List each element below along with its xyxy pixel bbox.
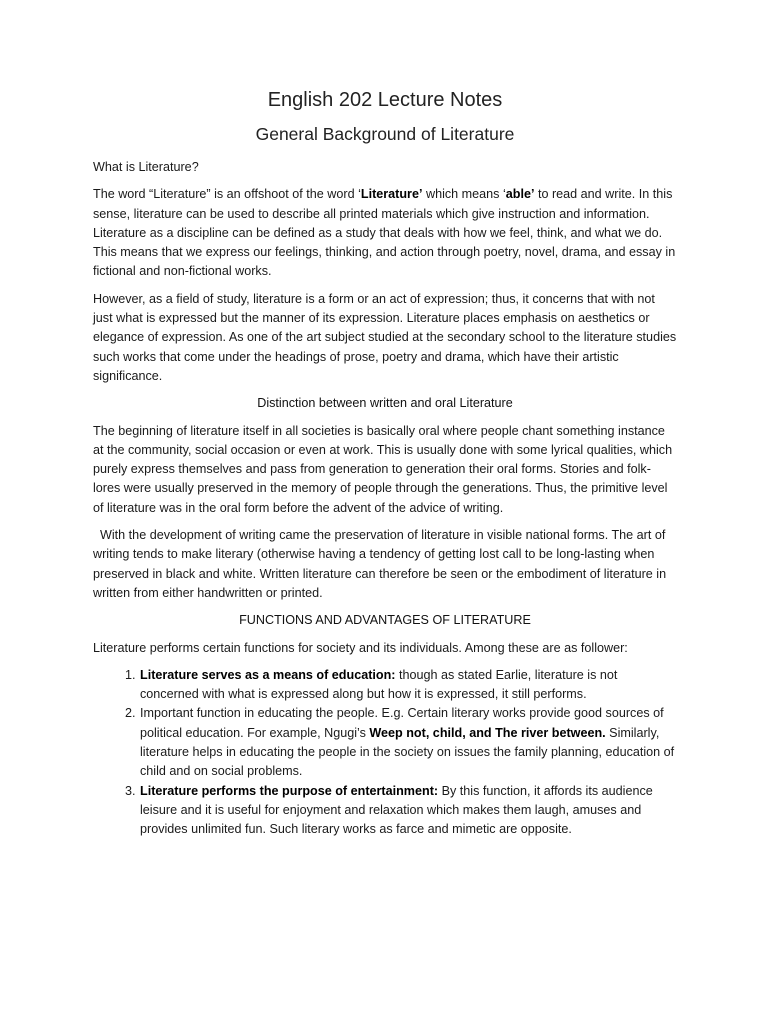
list-item: [139, 666, 677, 705]
p1-text-a: The word “Literature” is an offshoot of the word ‘: [93, 187, 361, 202]
question-what-is-literature: What is Literature?: [93, 160, 199, 174]
functions-list: [93, 666, 677, 840]
paragraph-writing-development: With the development of writing came the preservation of literature in visible national forms. The art of writing tends to make literary (otherwise having a tendency of getting lost call to be long-lasting when preserved in black and white. Written literature can therefore be seen or the embodiment of literature in written from either handwritten or printed.: [93, 528, 667, 600]
item3-bold: Literature performs the purpose of entertainment:: [140, 783, 439, 798]
list-item: [139, 782, 677, 840]
p1-text-e: to read and write. In this sense, literature can be used to describe all printed materials which give instruction and information. Literature as a discipline can be defined as a study that deals with how we feel, think, and what we do. This means that we express our feelings, thinking, and action through poetry, novel, drama, and essay in fictional and non-fictional works.: [93, 187, 676, 279]
paragraph-oral-beginning: The beginning of literature itself in all societies is basically oral where people chant something instance at the community, social occasion or even at work. This is usually done with some lyrical qualities, which purely express themselves and pass from generation to generation their oral forms. Stories and folk-lores were usually preserved in the memory of people through the generations. Thus, the primitive level of literature was in the oral form before the advent of the advice of writing.: [93, 423, 673, 515]
paragraph-functions-intro: Literature performs certain functions for society and its individuals. Among these are as follower:: [93, 640, 628, 655]
heading-written-oral: Distinction between written and oral Literature: [257, 396, 513, 411]
item2-text-a: Important function in educating the people. E.g. Certain literary works provide good sources of political education. For example, Ngugi’s: [140, 706, 664, 740]
document-title: English 202 Lecture Notes: [267, 89, 503, 111]
paragraph-field-of-study: However, as a field of study, literature is a form or an act of expression; thus, it concerns that with not just what is expressed but the manner of its expression. Literature places emphasis on aesthetics or elegance of expression. As one of the art subject studied at the secondary school to the literature studies such works that come under the headings of prose, poetry and drama, which have their artistic significance.: [93, 291, 677, 383]
document-page: [93, 86, 677, 840]
heading-functions: FUNCTIONS AND ADVANTAGES OF LITERATURE: [239, 613, 531, 628]
p1-bold-able: able’: [505, 187, 535, 202]
item2-text-b: Similarly, literature helps in educating the people in the society on issues the family planning, education of child and on social problems.: [140, 725, 675, 779]
item3-text: By this function, it affords its audience leisure and it is useful for enjoyment and relaxation which makes them laugh, amuses and provides unlimited fun. Such literary works as farce and mimetic are opposite.: [140, 783, 653, 837]
item1-text: though as stated Earlie, literature is not concerned with what is expressed along but how it is expressed, it still performs.: [140, 667, 618, 702]
list-item: [139, 704, 677, 781]
paragraph-definition: [93, 185, 677, 281]
item1-bold: Literature serves as a means of education:: [140, 667, 396, 682]
p1-text-c: which means ‘: [422, 187, 506, 202]
p1-bold-literature: Literature’: [360, 187, 423, 202]
item2-bold: Weep not, child, and The river between.: [369, 725, 606, 740]
document-subtitle: General Background of Literature: [255, 124, 515, 144]
